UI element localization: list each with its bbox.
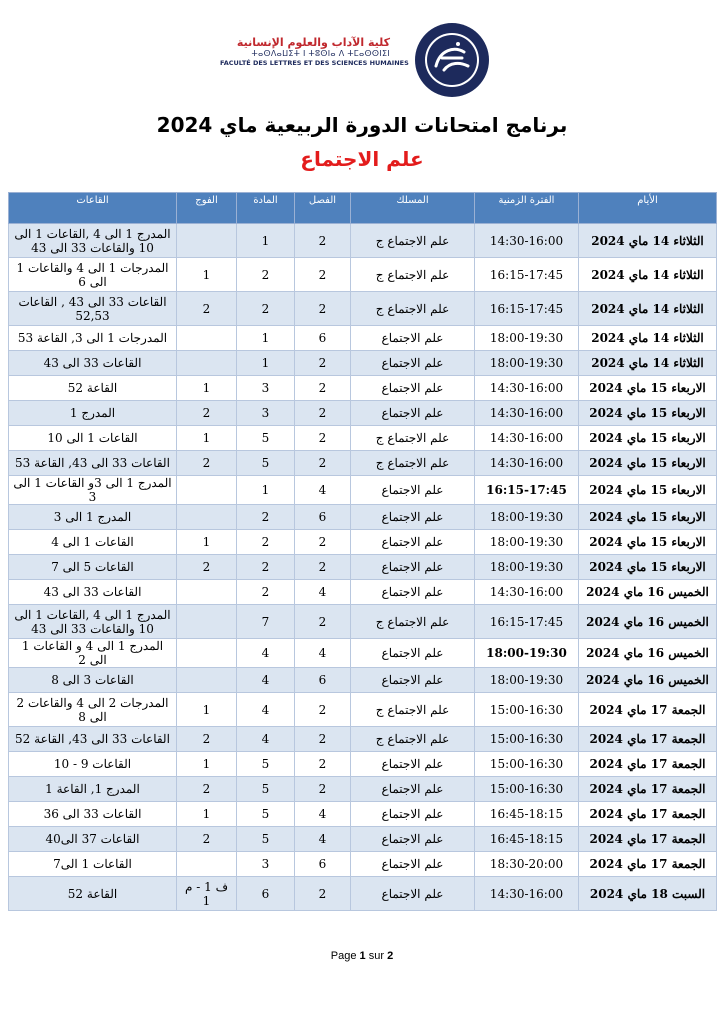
table-cell-day: الثلاثاء 14 ماي 2024 — [579, 351, 717, 376]
table-cell-day: السبت 18 ماي 2024 — [579, 877, 717, 911]
table-body — [9, 224, 717, 911]
footer-total: 2 — [387, 950, 394, 962]
table-cell-track: علم الاجتماع ج — [351, 224, 475, 258]
table-cell-rooms: القاعات 33 الى 43, القاعة 53 — [9, 451, 177, 476]
table-cell-semester: 2 — [295, 530, 351, 555]
table-cell-rooms: القاعات 5 الى 7 — [9, 555, 177, 580]
table-cell-semester: 2 — [295, 693, 351, 727]
table-row — [9, 605, 717, 639]
table-cell-time: 18:00-19:30 — [475, 530, 579, 555]
table-row — [9, 802, 717, 827]
table-row — [9, 426, 717, 451]
table-row — [9, 639, 717, 668]
table-cell-semester: 6 — [295, 326, 351, 351]
table-cell-day: الجمعة 17 ماي 2024 — [579, 693, 717, 727]
header-time: الفترة الزمنية — [475, 193, 579, 224]
table-cell-subject: 2 — [237, 505, 295, 530]
table-cell-group: 1 — [177, 426, 237, 451]
faculty-logo — [220, 22, 490, 102]
table-cell-group: 2 — [177, 292, 237, 326]
table-cell-time: 14:30-16:00 — [475, 401, 579, 426]
table-cell-group: 1 — [177, 802, 237, 827]
table-cell-time: 15:00-16:30 — [475, 693, 579, 727]
exam-schedule-table — [8, 192, 717, 911]
table-row — [9, 376, 717, 401]
table-cell-subject: 4 — [237, 693, 295, 727]
table-cell-subject: 5 — [237, 752, 295, 777]
table-cell-semester: 4 — [295, 827, 351, 852]
table-cell-semester: 6 — [295, 852, 351, 877]
table-cell-semester: 4 — [295, 639, 351, 668]
table-row — [9, 877, 717, 911]
table-cell-track: علم الاجتماع — [351, 555, 475, 580]
table-cell-track: علم الاجتماع — [351, 476, 475, 505]
table-cell-day: الاربعاء 15 ماي 2024 — [579, 451, 717, 476]
table-cell-day: الجمعة 17 ماي 2024 — [579, 727, 717, 752]
table-row — [9, 693, 717, 727]
table-cell-day: الثلاثاء 14 ماي 2024 — [579, 224, 717, 258]
table-cell-rooms: المدرجات 1 الى 4 والقاعات 1 الى 6 — [9, 258, 177, 292]
table-cell-subject: 2 — [237, 292, 295, 326]
table-cell-track: علم الاجتماع — [351, 580, 475, 605]
table-cell-track: علم الاجتماع — [351, 326, 475, 351]
table-cell-day: الجمعة 17 ماي 2024 — [579, 777, 717, 802]
table-cell-track: علم الاجتماع — [351, 852, 475, 877]
table-cell-subject: 3 — [237, 401, 295, 426]
table-cell-time: 14:30-16:00 — [475, 376, 579, 401]
table-cell-day: الجمعة 17 ماي 2024 — [579, 852, 717, 877]
table-cell-semester: 4 — [295, 802, 351, 827]
table-cell-time: 15:00-16:30 — [475, 777, 579, 802]
table-cell-semester: 2 — [295, 351, 351, 376]
table-cell-rooms: المدرج 1 الى 4 ,القاعات 1 الى 10 والقاعات 33 الى 43 — [9, 605, 177, 639]
table-cell-track: علم الاجتماع — [351, 530, 475, 555]
table-cell-track: علم الاجتماع — [351, 401, 475, 426]
table-cell-day: الخميس 16 ماي 2024 — [579, 668, 717, 693]
header-day: الأيام — [579, 193, 717, 224]
table-cell-subject: 4 — [237, 727, 295, 752]
table-cell-semester: 2 — [295, 376, 351, 401]
header-track: المسلك — [351, 193, 475, 224]
table-row — [9, 580, 717, 605]
table-cell-group: ف 1 - م 1 — [177, 877, 237, 911]
table-cell-time: 16:15-17:45 — [475, 258, 579, 292]
faculty-name-tifinagh: ⵜⴰⵙⴷⴰⵡⵉⵜ ⵏ ⵜⵓⵙⵏⴰ ⴷ ⵜⵎⴰⵙⵙⵏⵉⵏ — [251, 49, 390, 58]
table-cell-subject: 4 — [237, 639, 295, 668]
table-cell-time: 18:00-19:30 — [475, 505, 579, 530]
table-cell-subject: 1 — [237, 224, 295, 258]
faculty-name-block — [220, 36, 409, 68]
table-cell-day: الاربعاء 15 ماي 2024 — [579, 505, 717, 530]
table-cell-group: 1 — [177, 693, 237, 727]
table-cell-group — [177, 852, 237, 877]
header-subject: المادة — [237, 193, 295, 224]
table-cell-subject: 2 — [237, 530, 295, 555]
table-cell-semester: 2 — [295, 426, 351, 451]
table-cell-time: 14:30-16:00 — [475, 224, 579, 258]
table-cell-day: الاربعاء 15 ماي 2024 — [579, 555, 717, 580]
table-cell-track: علم الاجتماع — [351, 827, 475, 852]
table-cell-semester: 4 — [295, 580, 351, 605]
table-cell-subject: 2 — [237, 580, 295, 605]
table-row — [9, 827, 717, 852]
header-semester: الفصل — [295, 193, 351, 224]
table-cell-rooms: القاعات 3 الى 8 — [9, 668, 177, 693]
table-cell-rooms: المدرجات 1 الى 3, القاعة 53 — [9, 326, 177, 351]
table-cell-rooms: القاعات 37 الى40 — [9, 827, 177, 852]
table-header-row — [9, 193, 717, 224]
table-cell-track: علم الاجتماع ج — [351, 426, 475, 451]
table-cell-group: 2 — [177, 555, 237, 580]
table-row — [9, 451, 717, 476]
table-cell-group: 2 — [177, 401, 237, 426]
table-cell-day: الاربعاء 15 ماي 2024 — [579, 376, 717, 401]
table-cell-rooms: المدرج 1 الى 3و القاعات 1 الى 3 — [9, 476, 177, 505]
table-cell-day: الجمعة 17 ماي 2024 — [579, 827, 717, 852]
footer-prefix: Page — [330, 950, 357, 962]
table-cell-day: الخميس 16 ماي 2024 — [579, 605, 717, 639]
table-cell-subject: 1 — [237, 351, 295, 376]
table-cell-semester: 4 — [295, 476, 351, 505]
table-cell-time: 16:45-18:15 — [475, 802, 579, 827]
table-cell-time: 14:30-16:00 — [475, 426, 579, 451]
table-cell-semester: 2 — [295, 605, 351, 639]
table-cell-day: الثلاثاء 14 ماي 2024 — [579, 326, 717, 351]
table-cell-rooms: القاعات 1 الى7 — [9, 852, 177, 877]
table-cell-group — [177, 668, 237, 693]
table-cell-track: علم الاجتماع ج — [351, 693, 475, 727]
table-cell-subject: 4 — [237, 668, 295, 693]
table-cell-track: علم الاجتماع ج — [351, 727, 475, 752]
table-cell-time: 15:00-16:30 — [475, 727, 579, 752]
table-cell-day: الثلاثاء 14 ماي 2024 — [579, 292, 717, 326]
table-cell-track: علم الاجتماع — [351, 639, 475, 668]
table-cell-semester: 2 — [295, 292, 351, 326]
table-cell-semester: 2 — [295, 877, 351, 911]
table-cell-time: 14:30-16:00 — [475, 877, 579, 911]
table-cell-rooms: القاعات 9 - 10 — [9, 752, 177, 777]
table-cell-semester: 2 — [295, 752, 351, 777]
table-cell-track: علم الاجتماع — [351, 802, 475, 827]
table-cell-track: علم الاجتماع — [351, 777, 475, 802]
table-cell-time: 18:00-19:30 — [475, 326, 579, 351]
table-cell-subject: 2 — [237, 555, 295, 580]
table-cell-rooms: القاعة 52 — [9, 877, 177, 911]
table-cell-group: 2 — [177, 451, 237, 476]
table-cell-subject: 5 — [237, 777, 295, 802]
table-cell-track: علم الاجتماع ج — [351, 292, 475, 326]
table-cell-group — [177, 505, 237, 530]
table-cell-track: علم الاجتماع — [351, 877, 475, 911]
table-row — [9, 668, 717, 693]
table-row — [9, 224, 717, 258]
table-row — [9, 258, 717, 292]
table-row — [9, 530, 717, 555]
page-footer — [0, 950, 724, 962]
table-cell-track: علم الاجتماع ج — [351, 451, 475, 476]
table-row — [9, 505, 717, 530]
table-cell-time: 14:30-16:00 — [475, 580, 579, 605]
table-cell-semester: 2 — [295, 258, 351, 292]
table-cell-time: 16:15-17:45 — [475, 605, 579, 639]
table-cell-track: علم الاجتماع ج — [351, 605, 475, 639]
table-cell-subject: 2 — [237, 258, 295, 292]
table-cell-semester: 2 — [295, 451, 351, 476]
table-cell-group: 1 — [177, 376, 237, 401]
table-cell-day: الاربعاء 15 ماي 2024 — [579, 530, 717, 555]
table-cell-time: 16:15-17:45 — [475, 476, 579, 505]
table-cell-day: الاربعاء 15 ماي 2024 — [579, 476, 717, 505]
table-cell-time: 14:30-16:00 — [475, 451, 579, 476]
table-cell-subject: 6 — [237, 877, 295, 911]
table-row — [9, 292, 717, 326]
table-row — [9, 555, 717, 580]
table-cell-track: علم الاجتماع — [351, 505, 475, 530]
table-cell-track: علم الاجتماع ج — [351, 258, 475, 292]
table-cell-semester: 2 — [295, 555, 351, 580]
table-cell-rooms: المدرج 1, القاعة 1 — [9, 777, 177, 802]
table-cell-rooms: القاعات 33 الى 43 — [9, 580, 177, 605]
table-cell-day: الاربعاء 15 ماي 2024 — [579, 401, 717, 426]
table-cell-group — [177, 476, 237, 505]
footer-sep: sur — [368, 950, 385, 962]
table-cell-group — [177, 351, 237, 376]
table-cell-rooms: المدرج 1 الى 3 — [9, 505, 177, 530]
table-cell-subject: 5 — [237, 451, 295, 476]
table-cell-subject: 5 — [237, 426, 295, 451]
table-row — [9, 476, 717, 505]
header-rooms: القاعات — [9, 193, 177, 224]
table-cell-time: 16:45-18:15 — [475, 827, 579, 852]
faculty-name-french: FACULTÉ DES LETTRES ET DES SCIENCES HUMAINES — [220, 59, 409, 67]
page-title: برنامج امتحانات الدورة الربيعية ماي 2024 — [156, 113, 568, 137]
table-cell-subject: 7 — [237, 605, 295, 639]
table-cell-time: 18:00-19:30 — [475, 351, 579, 376]
table-cell-group: 2 — [177, 777, 237, 802]
table-cell-time: 16:15-17:45 — [475, 292, 579, 326]
table-cell-rooms: المدرجات 2 الى 4 والقاعات 2 الى 8 — [9, 693, 177, 727]
table-row — [9, 852, 717, 877]
table-cell-group — [177, 326, 237, 351]
faculty-name-arabic: كلية الآداب والعلوم الإنسانية — [236, 36, 390, 49]
footer-page: 1 — [359, 950, 366, 962]
table-cell-subject: 5 — [237, 802, 295, 827]
table-cell-group: 1 — [177, 258, 237, 292]
table-cell-day: الخميس 16 ماي 2024 — [579, 639, 717, 668]
table-cell-subject: 1 — [237, 476, 295, 505]
table-cell-rooms: القاعات 1 الى 10 — [9, 426, 177, 451]
table-cell-subject: 3 — [237, 852, 295, 877]
table-cell-day: الاربعاء 15 ماي 2024 — [579, 426, 717, 451]
header-group: الفوج — [177, 193, 237, 224]
table-cell-track: علم الاجتماع — [351, 376, 475, 401]
table-row — [9, 727, 717, 752]
table-cell-rooms: القاعات 1 الى 4 — [9, 530, 177, 555]
table-cell-day: الجمعة 17 ماي 2024 — [579, 752, 717, 777]
table-cell-subject: 5 — [237, 827, 295, 852]
table-cell-group — [177, 605, 237, 639]
table-cell-semester: 2 — [295, 727, 351, 752]
table-cell-day: الثلاثاء 14 ماي 2024 — [579, 258, 717, 292]
table-cell-day: الخميس 16 ماي 2024 — [579, 580, 717, 605]
table-cell-rooms: القاعات 33 الى 43 , القاعات 52,53 — [9, 292, 177, 326]
table-cell-rooms: القاعات 33 الى 43, القاعة 52 — [9, 727, 177, 752]
table-cell-semester: 6 — [295, 505, 351, 530]
table-cell-subject: 1 — [237, 326, 295, 351]
table-cell-time: 18:00-19:30 — [475, 555, 579, 580]
table-cell-track: علم الاجتماع — [351, 351, 475, 376]
table-cell-group — [177, 639, 237, 668]
table-row — [9, 351, 717, 376]
table-cell-rooms: المدرج 1 — [9, 401, 177, 426]
table-row — [9, 777, 717, 802]
table-cell-track: علم الاجتماع — [351, 752, 475, 777]
table-row — [9, 326, 717, 351]
university-seal-icon — [414, 22, 490, 98]
table-cell-group: 2 — [177, 827, 237, 852]
page-subtitle: علم الاجتماع — [300, 147, 424, 171]
table-cell-subject: 3 — [237, 376, 295, 401]
table-cell-semester: 2 — [295, 224, 351, 258]
table-row — [9, 752, 717, 777]
table-cell-group: 2 — [177, 727, 237, 752]
table-cell-rooms: القاعات 33 الى 36 — [9, 802, 177, 827]
table-cell-group — [177, 580, 237, 605]
table-cell-semester: 6 — [295, 668, 351, 693]
table-cell-rooms: القاعة 52 — [9, 376, 177, 401]
table-cell-group: 1 — [177, 752, 237, 777]
table-cell-time: 18:00-19:30 — [475, 668, 579, 693]
table-cell-group: 1 — [177, 530, 237, 555]
table-cell-rooms: المدرج 1 الى 4 ,القاعات 1 الى 10 والقاعات 33 الى 43 — [9, 224, 177, 258]
table-cell-group — [177, 224, 237, 258]
table-cell-track: علم الاجتماع — [351, 668, 475, 693]
table-cell-time: 18:30-20:00 — [475, 852, 579, 877]
table-cell-rooms: القاعات 33 الى 43 — [9, 351, 177, 376]
table-row — [9, 401, 717, 426]
table-cell-time: 15:00-16:30 — [475, 752, 579, 777]
table-cell-time: 18:00-19:30 — [475, 639, 579, 668]
table-cell-semester: 2 — [295, 401, 351, 426]
table-cell-semester: 2 — [295, 777, 351, 802]
table-cell-day: الجمعة 17 ماي 2024 — [579, 802, 717, 827]
table-cell-rooms: المدرج 1 الى 4 و القاعات 1 الى 2 — [9, 639, 177, 668]
